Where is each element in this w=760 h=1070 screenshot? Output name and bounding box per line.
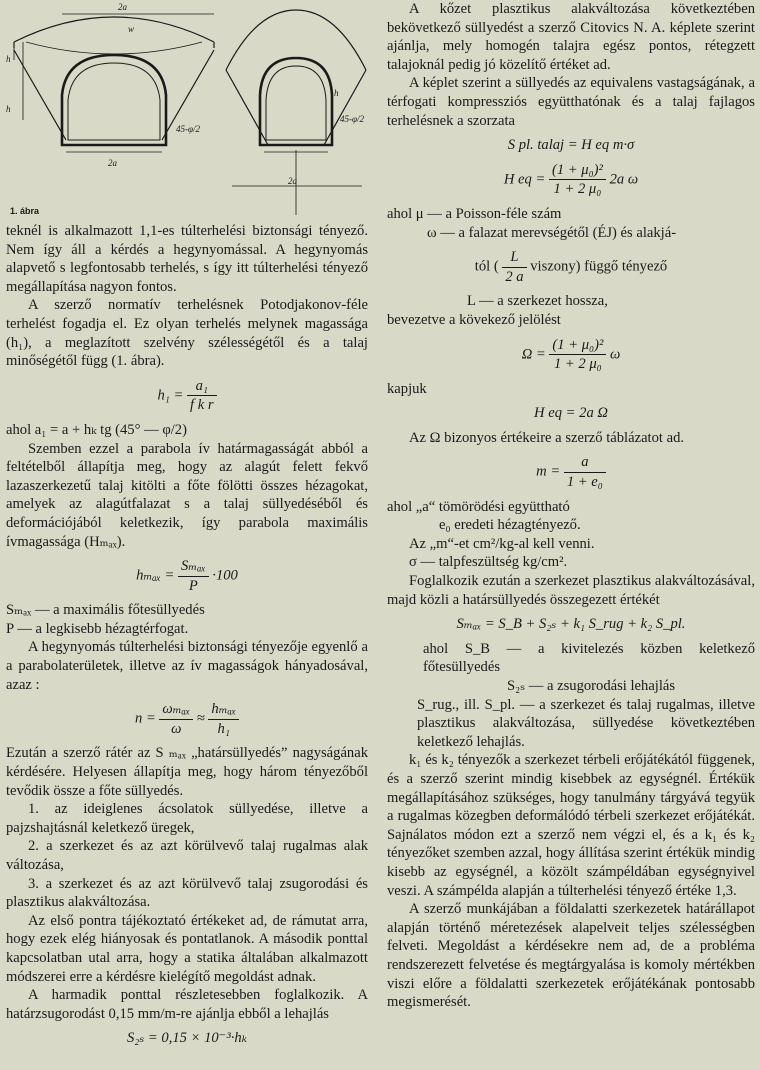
numerator: Sₘₐₓ: [178, 557, 209, 577]
equation-h1: [6, 377, 368, 415]
numerator: (1 + μ₀)²: [549, 336, 606, 356]
figure-caption: 1. ábra: [10, 206, 40, 216]
paragraph: A kőzet plasztikus alakváltozása következtében bekövetkező süllyedést a szerző Citovics N. A. képlete szerint ajánlja, mely homogén talajra egész pontos, rétegzett talajoknál pedig jó közelítő értéket ad.: [387, 1, 755, 73]
equation-heq: [387, 161, 755, 199]
denominator: h₁: [217, 720, 230, 737]
figure-label: h: [6, 104, 11, 114]
figure-label: 2a: [118, 2, 127, 12]
equation-smax: Sₘₐₓ = S_B + S₂ₛ + k₁ S_rug + k₂ S_pl.: [456, 616, 686, 633]
list-item: 2. a szerkezet és az azt körülvevő talaj rugalmas alak változása,: [6, 838, 368, 873]
numerator: a₁: [187, 377, 217, 397]
paragraph: k₁ és k₂ tényezők a szerkezet térbeli erőjátékától függenek, és a szerző szerint mindig kisebbek az egységnél. Értékük megállapításához szükséges, hogy tanulmány tárgyává tegyük a rugalmas közegben deformálódó térbeli szerkezet erőjátékát. Sajnálatos módon ezt a szerző nem végzi el, és a k₁ és k₂ tényezőket szemben azzal, hogy állítása szerint értékük mindig kisebb az egységnél, a közölt számpéldában egységnyivel veszi. A számpélda alapján a túlterhelési tényező értéke 1,3.: [387, 752, 755, 899]
figure-label: 45-φ/2: [176, 124, 200, 134]
tunnel-diagram: [6, 0, 368, 215]
numerator: ωₘₐₓ: [159, 700, 193, 720]
numerator: L: [502, 248, 526, 268]
definition: Sₘₐₓ — a maximális főtesüllyedés: [6, 602, 205, 619]
equation-lhs: m =: [536, 463, 561, 480]
paragraph: Az Ω bizonyos értékeire a szerző táblázatot ad.: [409, 429, 685, 446]
fraction: [549, 336, 606, 374]
equation-n: [6, 700, 368, 738]
paragraph: A képlet szerint a süllyedés az equivalens vastagságának, a térfogati kompressziós együtthatónak és a talaj fajlagos terhelésnek a szorzata: [387, 75, 755, 129]
definition: Az „m“-et cm²/kg-al kell venni.: [409, 535, 595, 552]
paragraph: A hegynyomás túlterhelési biztonsági tényezője egyenlő a a parabolaterületek, illetve az ív magasságok hányadosával, azaz :: [6, 639, 368, 693]
equation-lhs: Ω =: [521, 345, 546, 362]
figure-1: [6, 0, 368, 222]
fraction: [159, 700, 193, 738]
fraction: [187, 377, 217, 415]
equation-omega: [387, 336, 755, 374]
figure-label: 45-φ/2: [340, 114, 364, 124]
figure-label: h: [334, 88, 339, 98]
right-column: [387, 0, 755, 1012]
definition: ahol „a“ tömörödési együttható: [387, 498, 570, 515]
numerator: (1 + μ₀)²: [549, 161, 606, 181]
equation-rhs: ·100: [212, 567, 238, 584]
paragraph: kapjuk: [387, 380, 427, 397]
paragraph: bevezetve a kövekező jelölést: [387, 311, 561, 328]
equation-spl: S pl. talaj = H eq m·σ: [507, 137, 635, 154]
definition-fraction-line: [387, 248, 755, 286]
figure-label: 2a: [288, 176, 297, 186]
denominator: ω: [171, 720, 182, 737]
figure-label: h: [6, 54, 11, 64]
figure-label: w: [128, 24, 135, 34]
equation-m: [387, 453, 755, 491]
equation-lhs: hₘₐₓ =: [136, 567, 175, 584]
paragraph: ahol a₁ = a + hₖ tg (45° — φ/2): [6, 421, 187, 438]
list-item: 1. az ideiglenes ácsolatok süllyedése, illetve a pajzshajtásnál keletkező üregek,: [6, 801, 368, 836]
equation-lhs: n =: [134, 710, 156, 727]
approx-sign: ≈: [196, 710, 205, 727]
paragraph: A szerző normatív terhelésnek Potodjakonov-féle terhelést fogadja el. Ez olyan terhelés melynek magassága (h₁), a meglazított szelvény szélességétől és a talaj minőségétől függ (1. ábra).: [6, 297, 368, 370]
denominator: 2 a: [505, 268, 524, 285]
definition: ω — a falazat merevségétől (ÉJ) és alakjá-: [427, 224, 677, 241]
paragraph: Ezután a szerző rátér az S ₘₐₓ „határsüllyedés” nagyságának kérdésére. Helyesen állapítja meg, hogy három tényezőből tevődik össze a főte süllyedés.: [6, 745, 368, 799]
denominator: P: [188, 577, 198, 594]
numerator: a: [564, 453, 606, 473]
denominator: 1 + 2 μ₀: [553, 356, 602, 373]
text-fragment: viszony) függő tényező: [530, 258, 668, 275]
equation-hmax: [6, 557, 368, 595]
definition: P — a legkisebb hézagtérfogat.: [6, 620, 189, 637]
definition: S_rug., ill. S_pl. — a szerkezet és talaj rugalmas, illetve plasztikus alakváltozása, süllyedése következtében keletkező lehajlás.: [417, 696, 755, 750]
denominator: 1 + e₀: [566, 474, 603, 491]
equation-rhs: 2a ω: [609, 171, 639, 188]
left-column: [6, 0, 368, 1054]
equation-rhs: ω: [610, 345, 621, 362]
equation-s2s: S₂ₛ = 0,15 × 10⁻³·hₖ: [126, 1030, 248, 1047]
paragraph: Az első pontra tájékoztató értékeket ad, de rámutat arra, hogy ezek elég hiányosak és pontatlanok. A második ponttal kapcsolatban utal arra, hogy a statika általában alkalmazott módszerei erre a kérdésre kielégítő megoldást adnak.: [6, 912, 368, 985]
definition: L — a szerkezet hossza,: [467, 293, 608, 310]
paragraph: Foglalkozik ezután a szerkezet plasztikus alakváltozásával, majd közli a határsüllyedés összegezett értékét: [387, 573, 755, 608]
figure-label: 2a: [108, 158, 117, 168]
definition: ahol S_B — a kivitelezés közben keletkező főtesüllyedés: [423, 640, 755, 676]
paragraph: A harmadik ponttal részletesebben foglalkozik. A határzsugorodást 0,15 mm/m-re ajánlja ebből a lehajlás: [6, 987, 368, 1022]
fraction: [564, 453, 606, 491]
paragraph: A szerző munkájában a földalatti szerkezetek határállapot alapján történő méretezések alapelveit teljes szélességben felveti. Megoldást a kérdésekre nem ad, de a probléma rendszerezett felvetése és megtárgyalása is komoly mértékben viszi előre a földalatti szerkezetek erőjátékának pontosabb megismerését.: [387, 901, 755, 1011]
equation-lhs: h₁ =: [157, 387, 184, 404]
paragraph: teknél is alkalmazott 1,1-es túlterhelési biztonsági tényező. Nem így áll a kérdés a hegynyomással. A hegynyomás alapvető s legfontosabb terhelés, s így itt túlterhelési tényező megállapítása nagyon fontos.: [6, 223, 368, 295]
denominator: f k r: [190, 397, 214, 414]
equation-lhs: H eq =: [503, 171, 546, 188]
definition: ahol μ — a Poisson-féle szám: [387, 205, 562, 222]
list-item: 3. a szerkezet és az azt körülvevő talaj zsugorodási és plasztikus alakváltozása.: [6, 875, 368, 911]
fraction: [208, 700, 239, 738]
definition: S₂ₛ — a zsugorodási lehajlás: [507, 678, 676, 694]
fraction: [178, 557, 209, 595]
denominator: 1 + 2 μ₀: [553, 181, 602, 198]
definition: σ — talpfeszültség kg/cm².: [409, 554, 568, 571]
definition: e₀ eredeti hézagtényező.: [439, 517, 581, 534]
numerator: hₘₐₓ: [208, 700, 239, 720]
equation-heq2: H eq = 2a Ω: [534, 405, 608, 422]
fraction: [549, 161, 606, 199]
text-fragment: tól (: [474, 258, 499, 275]
fraction: [502, 248, 526, 286]
paragraph: Szemben ezzel a parabola ív határmagasságát abból a feltételből állapítja meg, hogy az alagút felett fekvő lazaszerkezetű talaj kitölti a főte fölötti összes hézagokat, amelyek az alagútfalazat s a talaj süllyedéséből és deformációjából keletkezik, így parabola maximális ívmagassága (Hₘₐₓ).: [6, 440, 368, 550]
